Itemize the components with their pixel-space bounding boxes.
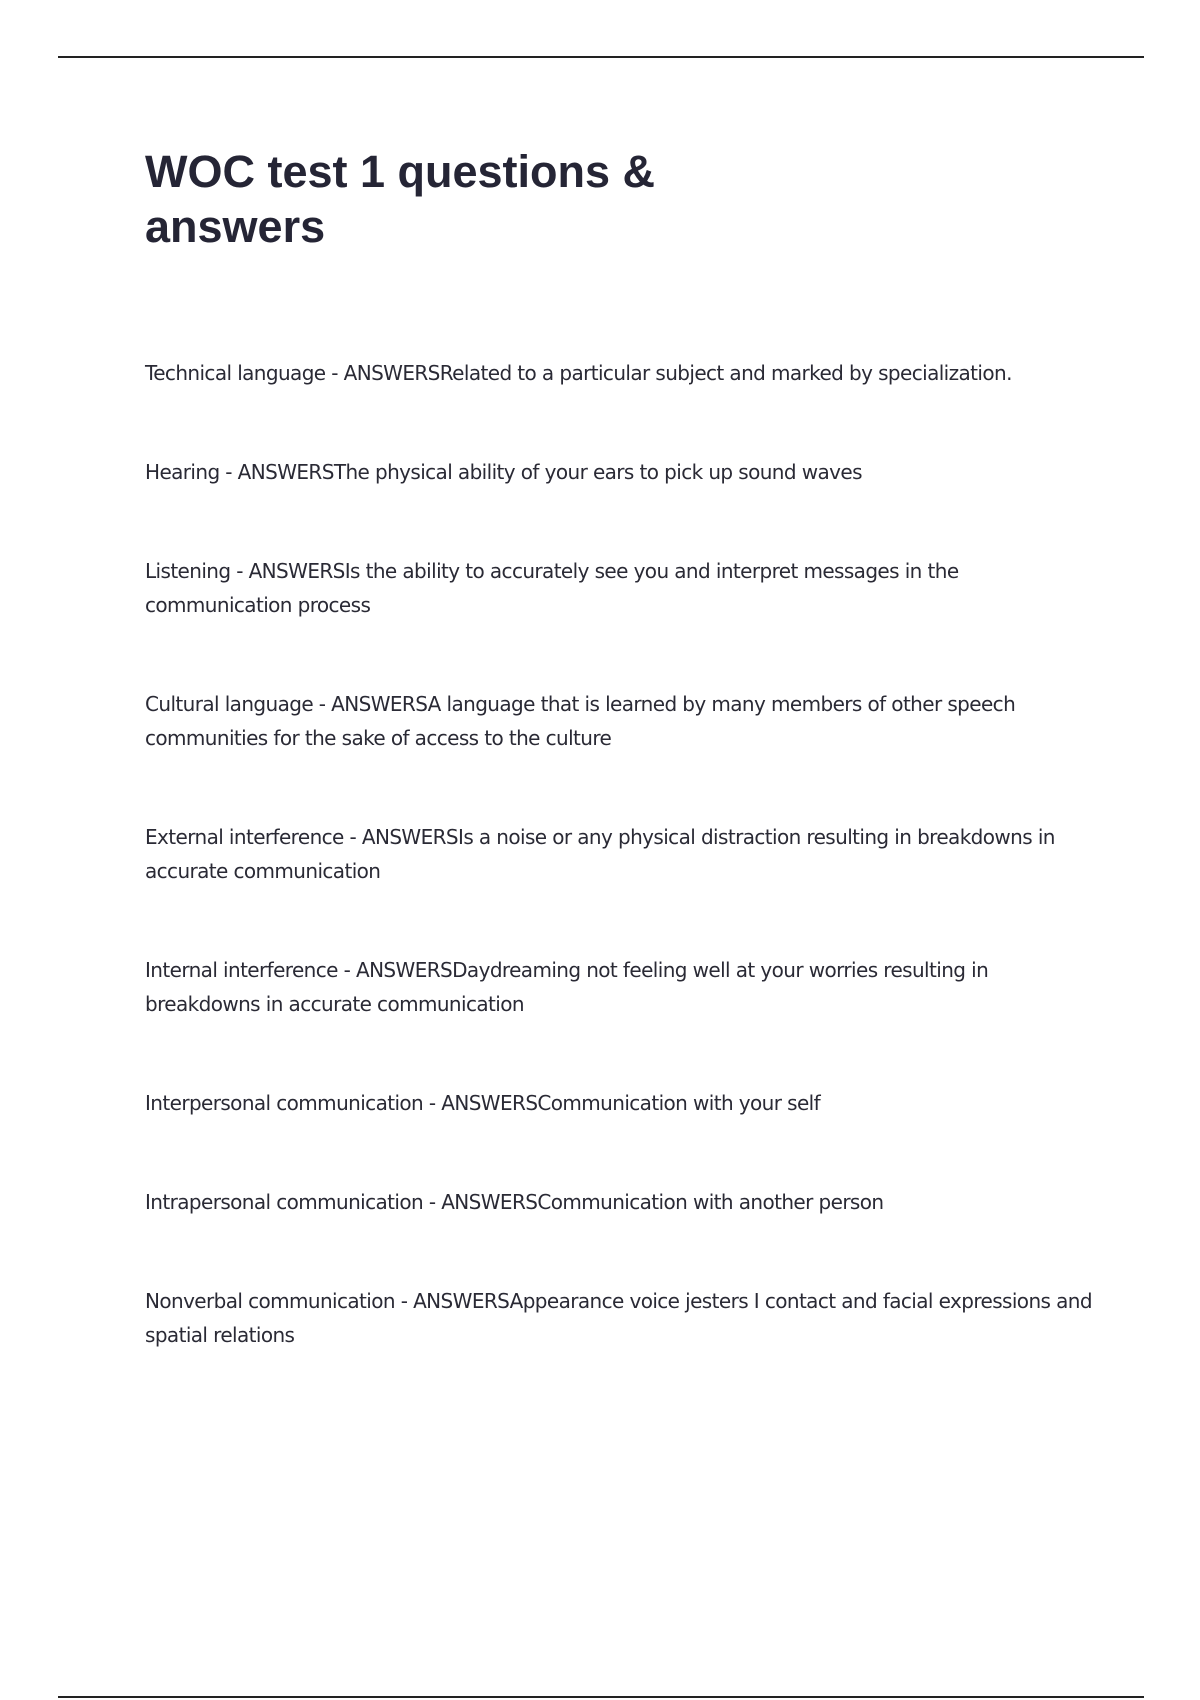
qa-list bbox=[145, 356, 1095, 1352]
qa-item-nonverbal-communication: Nonverbal communication - ANSWERSAppearance voice jesters I contact and facial expressions and spatial relations bbox=[145, 1289, 1092, 1347]
top-divider bbox=[58, 56, 1144, 58]
qa-item-internal-interference: Internal interference - ANSWERSDaydreaming not feeling well at your worries resulting in breakdowns in accurate communication bbox=[145, 958, 989, 1016]
qa-item-listening: Listening - ANSWERSIs the ability to accurately see you and interpret messages in the communication process bbox=[145, 559, 959, 617]
qa-item-technical-language: Technical language - ANSWERSRelated to a particular subject and marked by specialization. bbox=[145, 361, 1012, 385]
qa-item-cultural-language: Cultural language - ANSWERSA language that is learned by many members of other speech communities for the sake of access to the culture bbox=[145, 692, 1016, 750]
qa-item-interpersonal-communication: Interpersonal communication - ANSWERSCommunication with your self bbox=[145, 1091, 821, 1115]
qa-item-intrapersonal-communication: Intrapersonal communication - ANSWERSCommunication with another person bbox=[145, 1190, 884, 1214]
bottom-divider bbox=[58, 1696, 1144, 1698]
qa-item-hearing: Hearing - ANSWERSThe physical ability of your ears to pick up sound waves bbox=[145, 460, 862, 484]
page-title: WOC test 1 questions & answers bbox=[145, 146, 656, 252]
qa-item-external-interference: External interference - ANSWERSIs a noise or any physical distraction resulting in breakdowns in accurate communication bbox=[145, 825, 1055, 883]
